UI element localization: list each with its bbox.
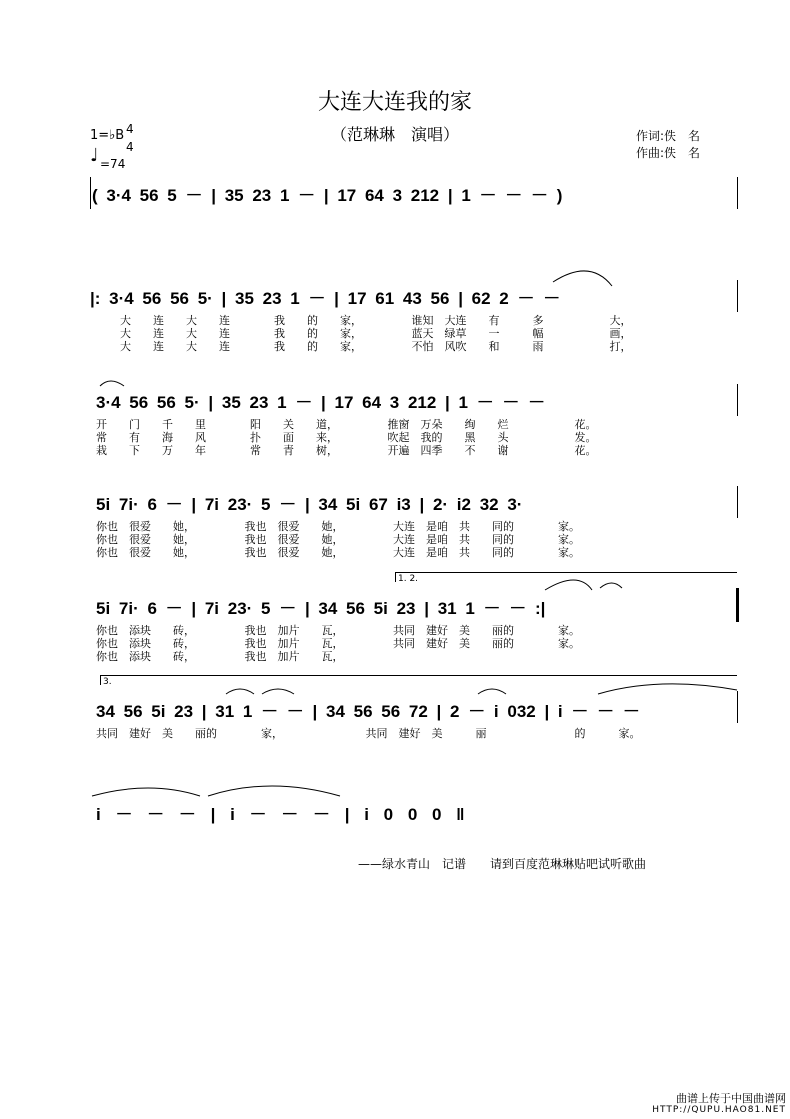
lyric-line: 开 门 千 里 阳 关 道， 推窗 万朵 绚 烂 花。 (96, 418, 597, 431)
lyric-line: 你也 添块 砖， 我也 加片 瓦， 共同 建好 美 丽的 家。 (96, 624, 580, 637)
volta-bracket (395, 572, 737, 573)
lyricist-credit: 作词:佚 名 (636, 129, 701, 143)
site-watermark-url: HTTP://QUPU.HAO81.NET (652, 1105, 786, 1115)
performer-subtitle: （范琳琳 演唱） (330, 125, 459, 144)
row-notes: 5i 7i· 6 － | 7i 23· 5 － | 34 5i 67 i3 | 2· i2 32 3· (96, 495, 523, 514)
lyric-line: 大 连 大 连 我 的 家， 蓝天 绿草 一 幅 画， (120, 327, 632, 340)
volta-bracket-edge (395, 572, 396, 582)
volta-label: 1. 2. (398, 574, 419, 584)
row-notes: |: 3·4 56 56 5· | 35 23 1 － | 17 61 43 56 | 62 2 － － (90, 289, 561, 308)
lyric-line: 你也 很爱 她， 我也 很爱 她， 大连 是咱 共 同的 家。 (96, 533, 580, 546)
row-notes: 34 56 5i 23 | 31 1 － － | 34 56 56 72 | 2 － i 032 | i － － － (96, 702, 640, 721)
row-notes: 5i 7i· 6 － | 7i 23· 5 － | 34 56 5i 23 | 31 1 － － :| (96, 599, 546, 618)
tempo-marking: =74 (100, 157, 126, 171)
song-title: 大连大连我的家 (317, 90, 472, 115)
lyric-line: 你也 添块 砖， 我也 加片 瓦， (96, 650, 344, 663)
volta-bracket-edge (100, 675, 101, 685)
lyric-line: 你也 很爱 她， 我也 很爱 她， 大连 是咱 共 同的 家。 (96, 520, 580, 533)
row-notes: 3·4 56 56 5· | 35 23 1 － | 17 64 3 212 | 1 － － － (96, 393, 546, 412)
key-signature: 1=♭B (90, 128, 125, 143)
lyric-line: 共同 建好 美 丽的 家， 共同 建好 美 丽 的 家。 (96, 727, 641, 740)
composer-credit: 作曲:佚 名 (636, 146, 701, 160)
lyric-line: 你也 很爱 她， 我也 很爱 她， 大连 是咱 共 同的 家。 (96, 546, 580, 559)
barline (737, 384, 738, 416)
lyric-line: 栽 下 万 年 常 青 树， 开遍 四季 不 谢 花。 (96, 444, 597, 457)
row-notes: ( 3·4 56 5 － | 35 23 1 － | 17 64 3 212 | 1 － － － ) (92, 186, 563, 205)
barline (737, 177, 738, 209)
lyric-line: 大 连 大 连 我 的 家， 谁知 大连 有 多 大， (120, 314, 632, 327)
site-watermark: 曲谱上传于中国曲谱网 (676, 1092, 786, 1105)
barline (737, 486, 738, 518)
row-notes: i － － － | i － － － | i 0 0 0 ‖ (96, 805, 465, 824)
volta-bracket (100, 675, 737, 676)
lyric-line: 常 有 海 风 扑 面 来， 吹起 我的 黑 头 发。 (96, 431, 597, 444)
volta-label: 3. (103, 677, 112, 687)
barline (90, 177, 91, 209)
barline (737, 280, 738, 312)
quarter-note-icon: ♩ (90, 145, 99, 166)
transcriber-credit: ——绿水青山 记谱 请到百度范琳琳贴吧试听歌曲 (358, 857, 647, 871)
lyric-line: 大 连 大 连 我 的 家， 不怕 风吹 和 雨 打， (120, 340, 632, 353)
lyric-line: 你也 添块 砖， 我也 加片 瓦， 共同 建好 美 丽的 家。 (96, 637, 580, 650)
barline (737, 691, 738, 723)
time-signature-top: 4 (126, 122, 134, 136)
time-signature-bottom: 4 (126, 140, 134, 154)
repeat-barline (736, 588, 739, 622)
